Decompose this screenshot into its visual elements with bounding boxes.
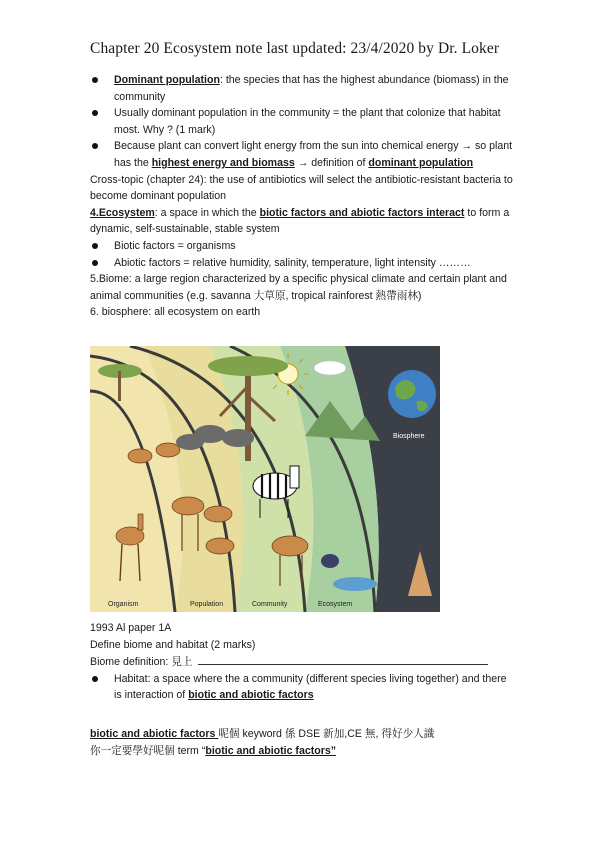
biosphere-definition: 6. biosphere: all ecosystem on earth [90, 306, 261, 319]
ecology-levels-illustration [90, 346, 440, 612]
bullet-dominant-population: Dominant population: the species that has the highest abundance (biomass) in the community [90, 72, 515, 105]
label-population: Population [190, 601, 224, 608]
exam-question: Define biome and habitat (2 marks) [90, 638, 256, 651]
exam-ref: 1993 Al paper 1A [90, 622, 172, 634]
label-biosphere: Biosphere [393, 433, 425, 440]
cross-topic: Cross-topic (chapter 24): the use of antibiotics will select the antibiotic-resistant bacteria to become dominant population [90, 173, 513, 203]
bullet-habitat: Habitat: a space where the a community (different species living together) and there is interaction of biotic and abiotic factors [90, 671, 515, 704]
foot-line-2: 你一定要學好呢個 term “biotic and abiotic factors” [90, 744, 337, 757]
label-ecosystem: Ecosystem [318, 601, 353, 608]
label-community: Community [252, 601, 288, 608]
bullet-plant-energy: Because plant can convert light energy from the sun into chemical energy → so plant has the highest energy and biomass → definition of dominant population [90, 138, 515, 171]
page-title: Chapter 20 Ecosystem note last updated: 23/4/2020 by Dr. Loker [90, 40, 500, 57]
label-organism: Organism [108, 601, 139, 608]
biome-def-line: Biome definition: 見上 [90, 653, 515, 671]
ecosystem-definition: 4.Ecosystem: a space in which the biotic factors and abiotic factors interact to form a dynamic, self-sustainable, stable system [90, 206, 510, 236]
bullet-biotic: Biotic factors = organisms [90, 238, 515, 255]
biome-definition: 5.Biome: a large region characterized by a specific physical climate and certain plant and animal communities (e.g. savanna 大草原, tropical rainforest 熱帶雨林) [90, 273, 507, 302]
ecology-levels-figure [90, 346, 440, 612]
notes-top [90, 72, 515, 321]
bullet-abiotic: Abiotic factors = relative humidity, salinity, temperature, light intensity ……… [90, 255, 515, 272]
footnote [90, 726, 515, 759]
bullet-usually-dominant: Usually dominant population in the community = the plant that colonize that habitat most. Why ? (1 mark) [90, 105, 515, 138]
answer-line [198, 653, 488, 665]
exam-section [90, 620, 515, 704]
foot-line-1: biotic and abiotic factors 呢個 keyword 係 DSE 新加,CE 無, 得好少人識 [90, 728, 435, 740]
term-dominant-population: Dominant population [114, 74, 220, 86]
